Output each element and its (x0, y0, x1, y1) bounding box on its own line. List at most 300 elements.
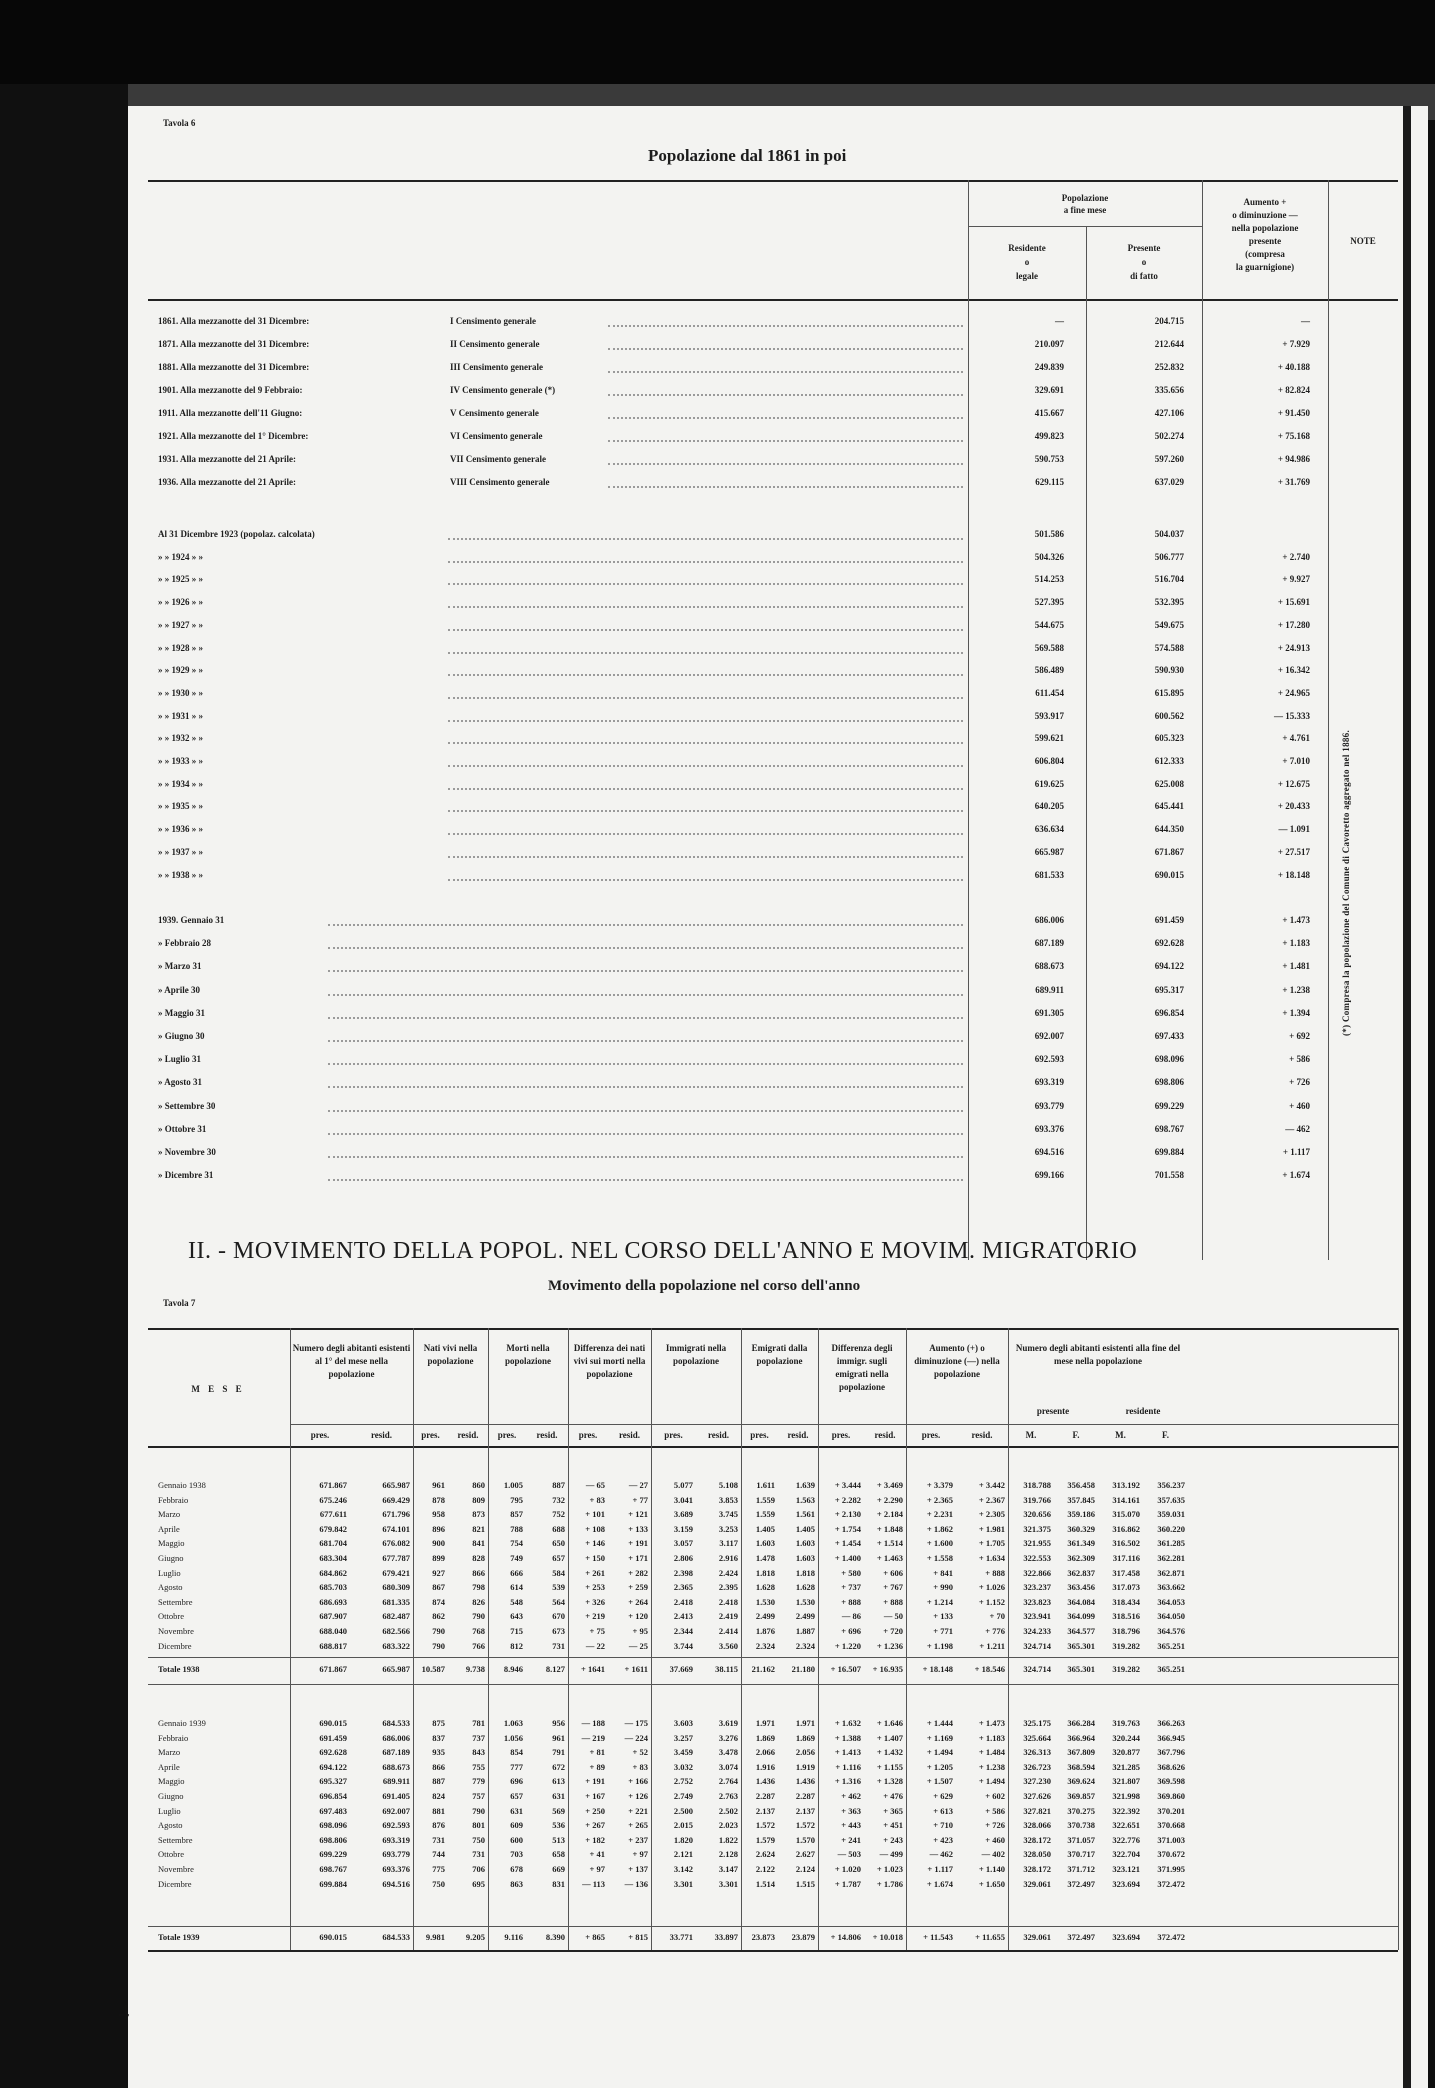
cell-value: 927 (432, 1567, 445, 1578)
leader-dots (448, 561, 963, 563)
cell-value: 313.192 (1112, 1480, 1140, 1490)
cell-value: 3.603 (673, 1718, 693, 1728)
cell-value: 9.205 (465, 1932, 485, 1942)
row-label: » Dicembre 31 (158, 1170, 214, 1181)
cell-value: + 16.935 (872, 1664, 903, 1674)
cell-value: 322.704 (1112, 1849, 1140, 1860)
row-label: » » 1930 » » (158, 687, 203, 698)
cell-value: 731 (432, 1834, 445, 1845)
row-differenza: + 15.691 (1277, 597, 1310, 608)
cell-value: + 191 (585, 1776, 605, 1787)
row-presente: 252.832 (1154, 362, 1184, 372)
leader-dots (328, 1179, 963, 1181)
cell-value: + 696 (841, 1626, 861, 1636)
cell-value: 744 (432, 1849, 445, 1860)
cell-value: 766 (472, 1640, 485, 1651)
head-residente: Residente o legale (1008, 243, 1046, 281)
cell-value: + 1.981 (978, 1523, 1005, 1534)
cell-value: + 1.020 (834, 1864, 861, 1874)
cell-value: 3.032 (673, 1761, 693, 1772)
head-note: NOTE (1350, 236, 1376, 246)
cell-value: 1.563 (795, 1494, 815, 1505)
cell-value: 1.971 (755, 1718, 775, 1728)
cell-value: 5.108 (718, 1480, 738, 1490)
cell-value: 791 (552, 1747, 565, 1758)
leader-dots (448, 788, 963, 790)
leader-dots (608, 394, 963, 396)
row-residente: 693.376 (1034, 1123, 1064, 1134)
cell-value: 828 (472, 1553, 485, 1563)
row-differenza: + 27.517 (1277, 846, 1310, 857)
cell-value: + 219 (585, 1611, 605, 1622)
row-label: 1911. Alla mezzanotte dell'11 Giugno: (158, 408, 303, 418)
leader-dots (448, 810, 963, 812)
cell-value: 536 (552, 1820, 565, 1831)
cell-value: + 606 (883, 1567, 903, 1578)
table-row (128, 1611, 1398, 1625)
cell-value: + 1.388 (834, 1732, 861, 1743)
cell-value: 38.115 (715, 1664, 738, 1674)
cell-value: 369.598 (1157, 1776, 1185, 1787)
cell-value: 1.628 (755, 1582, 775, 1593)
cell-value: + 41 (589, 1849, 605, 1860)
row-residente: 544.675 (1034, 619, 1064, 630)
cell-value: 752 (552, 1509, 565, 1520)
cell-value: 682.487 (382, 1611, 410, 1622)
cell-value: 600 (510, 1834, 523, 1845)
cell-value: + 1.514 (876, 1538, 903, 1549)
cell-value: 790 (432, 1640, 445, 1651)
row-differenza: + 7.010 (1282, 756, 1310, 766)
cell-value: 1.436 (795, 1776, 815, 1787)
row-differenza: + 460 (1289, 1100, 1310, 1111)
cell-value: 1.530 (755, 1596, 775, 1607)
cell-value: 1.820 (673, 1834, 693, 1845)
row-census: VI Censimento generale (450, 431, 543, 441)
cell-value: 323.237 (1023, 1582, 1051, 1593)
cell-value: 2.627 (795, 1849, 815, 1860)
cell-value: + 267 (585, 1820, 605, 1831)
row-differenza: + 9.927 (1282, 574, 1310, 585)
cell-value: 887 (552, 1480, 565, 1490)
row-residente: 527.395 (1034, 597, 1064, 608)
row-census: II Censimento generale (450, 339, 540, 349)
row-month: Novembre (158, 1626, 194, 1636)
table-row (128, 1509, 1398, 1523)
cell-value: 2.502 (718, 1805, 738, 1816)
cell-value: 1.822 (718, 1834, 738, 1845)
cell-value: 364.050 (1157, 1611, 1185, 1622)
cell-value: 1.478 (755, 1553, 775, 1563)
row-label: » » 1931 » » (158, 710, 203, 721)
cell-value: + 1.432 (876, 1747, 903, 1758)
cell-value: + 1.494 (926, 1747, 953, 1758)
group-header: Immigrati nella popolazione (665, 1343, 727, 1366)
cell-value: + 81 (589, 1747, 605, 1758)
cell-value: + 720 (883, 1626, 903, 1636)
row-residente: 599.621 (1034, 733, 1064, 744)
cell-value: 677.787 (382, 1553, 410, 1563)
footnote-cavoretto: (*) Compresa la popolazione del Comune di Cavoretto aggregato nel 1886. (1341, 729, 1351, 1036)
subheader-presente: presente (1036, 1406, 1070, 1416)
cell-value: 692.007 (382, 1805, 410, 1816)
cell-value: + 629 (933, 1791, 953, 1801)
row-presente: 600.562 (1154, 710, 1184, 721)
cell-value: + 166 (628, 1776, 648, 1787)
row-residente: 590.753 (1034, 454, 1064, 464)
cell-value: 323.694 (1112, 1932, 1140, 1942)
cell-value: 614 (510, 1582, 523, 1593)
cell-value: 317.073 (1112, 1582, 1140, 1593)
cell-value: 23.873 (751, 1932, 775, 1942)
row-label: » » 1927 » » (158, 619, 203, 630)
subheader-resid: resid. (707, 1430, 730, 1440)
cell-value: 1.919 (795, 1761, 815, 1772)
row-presente: 574.588 (1154, 642, 1184, 653)
table7-tag: Tavola 7 (163, 1298, 196, 1308)
cell-value: 684.862 (319, 1567, 347, 1578)
cell-value: + 1.413 (834, 1747, 861, 1758)
cell-value: 328.066 (1023, 1820, 1051, 1831)
cell-value: 671.796 (382, 1509, 410, 1520)
cell-value: — 22 (585, 1640, 605, 1651)
table-row (128, 1524, 1398, 1538)
cell-value: 686.006 (382, 1732, 410, 1743)
row-presente: 212.644 (1154, 339, 1184, 349)
row-label: » Maggio 31 (158, 1007, 205, 1018)
scanner-left-border (0, 84, 128, 2088)
cell-value: — 86 (841, 1611, 861, 1622)
row-residente: 687.189 (1034, 938, 1064, 949)
cell-value: 322.651 (1112, 1820, 1140, 1831)
total-rule (148, 1684, 1398, 1685)
cell-value: + 1.634 (978, 1553, 1005, 1563)
cell-value: 1.405 (755, 1523, 775, 1534)
cell-value: 325.664 (1023, 1732, 1051, 1743)
leader-dots (328, 1133, 963, 1135)
cell-value: 5.077 (673, 1480, 693, 1490)
cell-value: 3.744 (673, 1640, 693, 1651)
table-row (128, 1776, 1398, 1790)
cell-value: + 1.705 (978, 1538, 1005, 1549)
cell-value: 321.998 (1112, 1791, 1140, 1801)
leader-dots (448, 697, 963, 699)
cell-value: 958 (432, 1509, 445, 1520)
cell-value: + 1.473 (978, 1718, 1005, 1728)
cell-value: 2.763 (718, 1791, 738, 1801)
cell-value: 359.031 (1157, 1509, 1185, 1520)
row-label: » Settembre 30 (158, 1100, 216, 1111)
cell-value: 750 (472, 1834, 485, 1845)
cell-value: 857 (510, 1509, 523, 1520)
cell-value: 1.887 (795, 1626, 815, 1636)
cell-value: 23.879 (791, 1932, 815, 1942)
row-label: » » 1926 » » (158, 597, 203, 608)
row-residente: 691.305 (1034, 1007, 1064, 1018)
cell-value: + 1.754 (834, 1523, 861, 1534)
cell-value: + 241 (841, 1834, 861, 1845)
row-presente: 532.395 (1154, 597, 1184, 608)
subheader-resid: resid. (370, 1430, 393, 1440)
cell-value: + 52 (632, 1747, 648, 1758)
cell-value: + 451 (883, 1820, 903, 1831)
row-presente: 427.106 (1154, 408, 1184, 418)
cell-value: 360.329 (1067, 1523, 1095, 1534)
cell-value: 1.971 (795, 1718, 815, 1728)
cell-value: 371.003 (1157, 1834, 1185, 1845)
subheader-pres: pres. (421, 1430, 440, 1440)
row-month: Luglio (158, 1567, 181, 1578)
cell-value: 1.603 (755, 1538, 775, 1549)
cell-value: + 1.407 (876, 1732, 903, 1743)
row-label: 1871. Alla mezzanotte del 31 Dicembre: (158, 339, 310, 349)
page-number: 4 (118, 1999, 129, 2024)
cell-value: + 1.116 (835, 1761, 861, 1772)
cell-value: 1.530 (795, 1596, 815, 1607)
cell-value: + 363 (841, 1805, 861, 1816)
cell-value: + 1.205 (926, 1761, 953, 1772)
cell-value: 2.419 (718, 1611, 738, 1622)
subheader-pres: pres. (497, 1430, 517, 1440)
row-label: » Marzo 31 (158, 961, 202, 972)
cell-value: 369.624 (1067, 1776, 1095, 1787)
cell-value: + 841 (933, 1567, 953, 1578)
cell-value: 706 (472, 1864, 485, 1874)
cell-value: 669 (552, 1864, 565, 1874)
row-differenza: + 586 (1289, 1054, 1310, 1065)
cell-value: 674.101 (382, 1523, 410, 1534)
cell-value: 698.806 (319, 1834, 347, 1845)
table-row (128, 1582, 1398, 1596)
cell-value: 2.499 (795, 1611, 815, 1622)
row-label: » Novembre 30 (158, 1147, 216, 1157)
cell-value: 314.161 (1112, 1494, 1140, 1505)
document-page (118, 106, 1428, 2088)
cell-value: 327.626 (1023, 1791, 1051, 1801)
cell-value: + 462 (841, 1791, 861, 1801)
cell-value: + 1.463 (876, 1553, 903, 1563)
cell-value: + 250 (585, 1805, 605, 1816)
cell-value: + 1.862 (926, 1523, 953, 1534)
cell-value: 2.324 (795, 1640, 815, 1651)
cell-value: 361.285 (1157, 1538, 1185, 1549)
cell-value: 781 (472, 1718, 485, 1728)
row-residente: 593.917 (1034, 710, 1064, 721)
row-label: » Febbraio 28 (158, 938, 211, 949)
cell-value: 665.987 (382, 1664, 410, 1674)
cell-value: 673 (552, 1626, 565, 1636)
leader-dots (448, 606, 963, 608)
table-row (128, 1597, 1398, 1611)
cell-value: 322.392 (1112, 1805, 1140, 1816)
cell-value: 323.823 (1023, 1596, 1051, 1607)
row-presente: 695.317 (1154, 984, 1184, 995)
row-month: Ottobre (158, 1611, 184, 1622)
cell-value: 360.220 (1157, 1523, 1185, 1534)
cell-value: 672 (552, 1761, 565, 1772)
cell-value: + 237 (628, 1834, 648, 1845)
row-residente: 619.625 (1034, 778, 1064, 789)
mese-header: M E S E (191, 1384, 245, 1394)
leader-dots (448, 879, 963, 881)
cell-value: 2.418 (718, 1596, 738, 1607)
cell-value: + 18.546 (974, 1664, 1005, 1674)
cell-value: 874 (432, 1596, 445, 1607)
cell-value: + 1.169 (926, 1732, 953, 1743)
cell-value: 699.229 (319, 1849, 347, 1860)
cell-value: 687.189 (382, 1747, 410, 1758)
row-census: IV Censimento generale (*) (450, 385, 556, 395)
row-differenza: + 24.913 (1277, 642, 1310, 653)
row-differenza: — (1301, 316, 1310, 326)
subheader-pres: pres. (310, 1430, 330, 1440)
cell-value: 798 (472, 1582, 485, 1593)
row-label: » » 1925 » » (158, 574, 203, 585)
head-aumento: Aumento + o diminuzione — nella popolazione presente (compresa la guarnigione) (1231, 197, 1299, 272)
cell-value: 319.282 (1112, 1640, 1140, 1651)
cell-value: 2.424 (718, 1567, 738, 1578)
cell-value: 900 (432, 1538, 445, 1549)
row-month: Ottobre (158, 1849, 184, 1860)
cell-value: + 326 (585, 1596, 605, 1607)
row-presente: 502.274 (1154, 431, 1184, 441)
cell-value: + 133 (628, 1523, 648, 1534)
cell-value: — 503 (837, 1849, 861, 1860)
row-differenza: + 4.761 (1282, 733, 1310, 744)
leader-dots (448, 538, 963, 540)
cell-value: 328.172 (1023, 1834, 1051, 1845)
cell-value: 3.276 (718, 1732, 738, 1743)
cell-value: 370.275 (1067, 1805, 1095, 1816)
cell-value: 809 (472, 1494, 485, 1505)
cell-value: 327.821 (1023, 1805, 1051, 1816)
cell-value: + 150 (585, 1553, 605, 1563)
subheader-resid: resid. (618, 1430, 641, 1440)
row-month: Dicembre (158, 1878, 192, 1889)
row-month: Giugno (158, 1791, 184, 1801)
cell-value: + 737 (841, 1582, 861, 1593)
cell-value: 320.244 (1112, 1732, 1140, 1743)
table-row (128, 1568, 1398, 1582)
cell-value: — 402 (981, 1849, 1005, 1860)
cell-value: 326.313 (1023, 1747, 1051, 1758)
row-presente: 549.675 (1154, 619, 1184, 630)
row-residente: 693.779 (1034, 1100, 1064, 1111)
row-residente: 606.804 (1034, 756, 1064, 766)
cell-value: 688.040 (319, 1626, 347, 1636)
row-label: » » 1933 » » (158, 756, 203, 766)
cell-value: + 1.211 (979, 1640, 1005, 1651)
cell-value: 1.603 (795, 1538, 815, 1549)
table-row (128, 1538, 1398, 1552)
cell-value: 695 (472, 1878, 485, 1889)
cell-value: 3.478 (718, 1747, 738, 1758)
cell-value: 684.533 (382, 1932, 410, 1942)
cell-value: 3.041 (673, 1494, 693, 1505)
cell-value: — 27 (628, 1480, 648, 1490)
cell-value: 319.766 (1023, 1494, 1051, 1505)
cell-value: 10.587 (421, 1664, 445, 1674)
cell-value: + 3.469 (876, 1480, 903, 1490)
cell-value: 325.175 (1023, 1718, 1051, 1728)
cell-value: 2.137 (795, 1805, 815, 1816)
row-differenza: + 1.394 (1282, 1007, 1310, 1018)
scanner-top-border (0, 0, 1435, 84)
leader-dots (328, 947, 963, 949)
cell-value: — 136 (624, 1878, 648, 1889)
row-residente: 699.166 (1034, 1170, 1064, 1181)
table-row (128, 1553, 1398, 1567)
cell-value: 2.015 (673, 1820, 693, 1831)
total-rule (148, 1657, 1398, 1658)
row-residente: 569.588 (1034, 642, 1064, 653)
cell-value: 318.788 (1023, 1480, 1051, 1490)
cell-value: 657 (552, 1553, 565, 1563)
cell-value: + 423 (933, 1834, 953, 1845)
cell-value: 1.559 (755, 1494, 775, 1505)
row-month: Maggio (158, 1538, 185, 1549)
row-presente: 516.704 (1154, 574, 1184, 585)
leader-dots (328, 994, 963, 996)
section-subtitle: Movimento della popolazione nel corso dell'anno (548, 1278, 861, 1294)
cell-value: 755 (472, 1761, 485, 1772)
leader-dots (448, 765, 963, 767)
cell-value: 1.579 (755, 1834, 775, 1845)
row-month: Gennaio 1939 (158, 1718, 206, 1728)
cell-value: 372.497 (1067, 1878, 1095, 1889)
row-presente: 690.015 (1154, 869, 1184, 880)
column-rule (1398, 1328, 1399, 1950)
cell-value: 319.763 (1112, 1718, 1140, 1728)
cell-value: + 1.558 (926, 1553, 953, 1563)
cell-value: 737 (472, 1732, 485, 1743)
row-label: » » 1936 » » (158, 824, 203, 835)
row-label: » » 1928 » » (158, 642, 203, 653)
cell-value: 1.876 (755, 1626, 775, 1636)
row-residente: 514.253 (1034, 574, 1064, 585)
cell-value: 3.301 (718, 1878, 738, 1889)
row-label: » » 1932 » » (158, 733, 203, 744)
cell-value: + 265 (628, 1820, 648, 1831)
cell-value: 365.301 (1067, 1664, 1095, 1674)
row-presente: 605.323 (1154, 733, 1184, 744)
cell-value: 362.281 (1157, 1553, 1185, 1563)
cell-value: 693.779 (382, 1849, 410, 1860)
cell-value: 650 (552, 1538, 565, 1549)
row-presente: 597.260 (1154, 454, 1184, 464)
cell-value: + 1.316 (834, 1776, 861, 1787)
cell-value: 3.745 (718, 1509, 738, 1520)
cell-value: 2.418 (673, 1596, 693, 1607)
cell-value: 679.421 (382, 1567, 410, 1578)
cell-value: 887 (432, 1776, 445, 1787)
row-residente: 692.593 (1034, 1054, 1064, 1065)
cell-value: 1.869 (795, 1732, 815, 1743)
cell-value: + 1.214 (926, 1596, 953, 1607)
cell-value: 657 (510, 1791, 523, 1801)
cell-value: 1.405 (795, 1523, 815, 1534)
cell-value: 609 (510, 1820, 523, 1831)
cell-value: 680.309 (382, 1582, 410, 1593)
cell-value: 779 (472, 1776, 485, 1787)
cell-value: + 2.130 (834, 1509, 861, 1520)
cell-value: + 1.632 (834, 1718, 861, 1728)
row-differenza: + 20.433 (1277, 801, 1310, 812)
cell-value: 21.180 (791, 1664, 815, 1674)
cell-value: 1.572 (795, 1820, 815, 1831)
cell-value: 324.714 (1023, 1640, 1051, 1651)
cell-value: + 83 (632, 1761, 648, 1772)
